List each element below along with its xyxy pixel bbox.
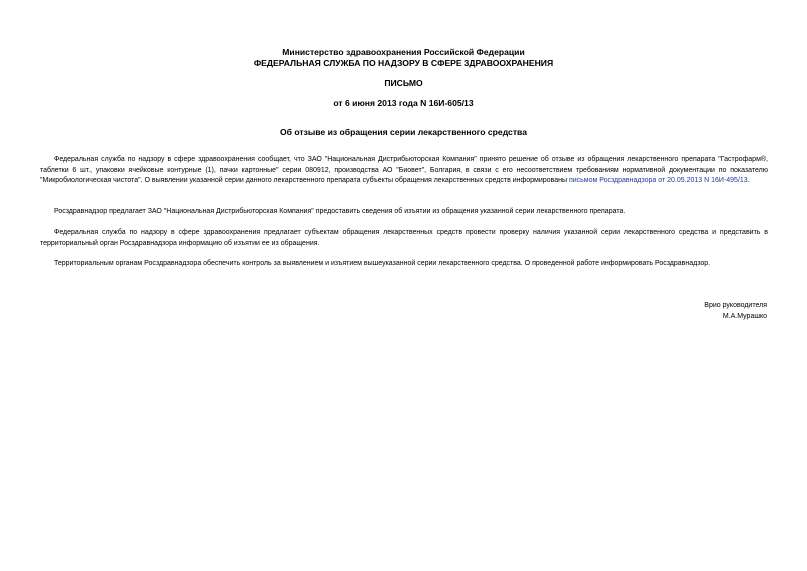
paragraph-3: Федеральная служба по надзору в сфере здравоохранения предлагает субъектам обращения лекарственных средств провести проверку наличия указанной серии лекарственного средства и представить в территориальный орган Росздравнадзора информацию об изъятии ее из обращения.: [40, 229, 768, 247]
paragraph-1-text: Федеральная служба по надзору в сфере здравоохранения сообщает, что ЗАО "Национальная Дистрибьюторская Компания" принято решение об отзыве из обращения лекарственного препарата "Гастрофарм®, таблетки 6 шт., упаковки ячейковые контурные (1), пачки картонные" серии 080912, производства АО "Биовет", Болгария, в связи с его несоответствием требованиям нормативной документации по показателю "Микробиологическая чистота". О выявлении указанной серии данного лекарственного препарата субъекты обращения лекарственных средств информированы: [40, 156, 768, 185]
ministry-title: Министерство здравоохранения Российской Федерации: [282, 47, 525, 57]
document-type: ПИСЬМО: [384, 78, 423, 88]
paragraph-1: [40, 155, 768, 187]
signatory-name: М.А.Мурашко: [722, 313, 767, 320]
signatory-role: Врио руководителя: [704, 302, 767, 309]
document-subject: Об отзыве из обращения серии лекарственного средства: [280, 127, 527, 137]
letter-reference-link[interactable]: письмом Росздравнадзора от 20.05.2013 N 16И-495/13: [568, 177, 748, 185]
paragraph-2: Росздравнадзор предлагает ЗАО "Национальная Дистрибьюторская Компания" предоставить сведения об изъятии из обращения указанной серии лекарственного препарата.: [54, 208, 626, 215]
paragraph-1-end: .: [747, 177, 750, 185]
document-date-number: от 6 июня 2013 года N 16И-605/13: [333, 98, 474, 108]
service-title: ФЕДЕРАЛЬНАЯ СЛУЖБА ПО НАДЗОРУ В СФЕРЕ ЗДРАВООХРАНЕНИЯ: [253, 58, 554, 68]
paragraph-4: Территориальным органам Росздравнадзора обеспечить контроль за выявлением и изъятием вышеуказанной серии лекарственного средства. О проведенной работе информировать Росздравнадзор.: [54, 260, 711, 267]
